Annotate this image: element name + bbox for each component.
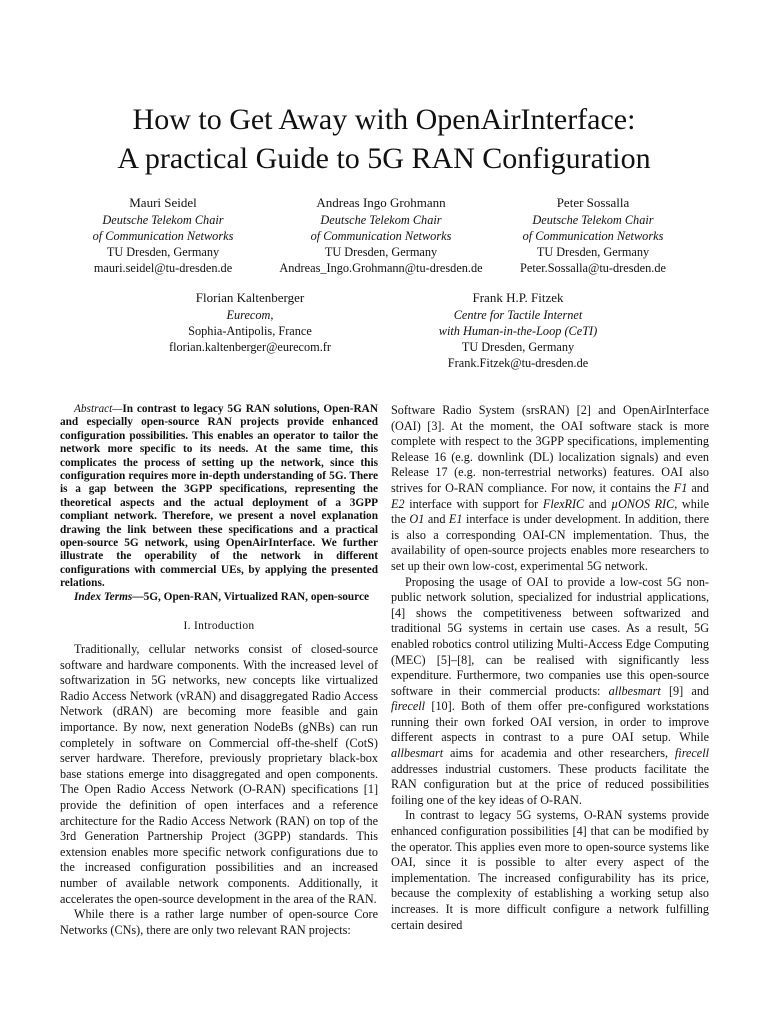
- index-terms: [60, 591, 378, 604]
- author-location: TU Dresden, Germany: [106, 245, 220, 259]
- author-block-grohmann: [272, 194, 490, 276]
- term-muonos-ric: µONOS RIC: [611, 496, 675, 511]
- left-column: [60, 403, 378, 938]
- intro-paragraph-2: While there is a rather large number of open-source Core Networks (CNs), there are only two relevant RAN projects:: [60, 907, 378, 937]
- abstract: [60, 403, 378, 591]
- author-location: TU Dresden, Germany: [324, 245, 438, 259]
- author-email: Peter.Sossalla@tu-dresden.de: [520, 261, 666, 275]
- term-e1: E1: [448, 512, 463, 527]
- author-affiliation: with Human-in-the-Loop (CeTI): [438, 324, 598, 338]
- author-affiliation: Deutsche Telekom Chair: [532, 213, 654, 227]
- index-terms-text: —5G, Open-RAN, Virtualized RAN, open-source: [132, 590, 369, 603]
- author-block-fitzek: [424, 289, 612, 371]
- author-block-seidel: [80, 194, 246, 276]
- right-paragraph-2: Proposing the usage of OAI to provide a low-cost 5G non-public network solution, specialized for industrial applications, [4] shows the competitiveness between softwarized and traditional 5G systems in certain use cases. As a result, 5G enabled robotics control utilizing Multi-Access Edge Computing (MEC) [5]–[8], can be realised with significantly less expenditure. Furthermore, two companies use this open-source software in their commercial products: allbesmart [9] and firecell [10]. Both of them offer pre-configured workstations running their own forked OAI version, in order to improve different aspects in contrast to a pure OAI setup. While allbesmart aims for academia and other researchers, firecell addresses industrial customers. These products facilitate the RAN configuration but at the price of reduced possibilities foiling one of the key ideas of O-RAN.: [391, 574, 710, 807]
- author-block-sossalla: [512, 194, 674, 276]
- title-line-1: How to Get Away with OpenAirInterface:: [132, 103, 636, 136]
- term-allbesmart: allbesmart: [608, 683, 661, 698]
- author-location: TU Dresden, Germany: [536, 245, 650, 259]
- author-affiliation: Deutsche Telekom Chair: [320, 213, 442, 227]
- author-name: Andreas Ingo Grohmann: [316, 195, 446, 210]
- author-name: Peter Sossalla: [556, 195, 630, 210]
- author-location: TU Dresden, Germany: [461, 340, 575, 354]
- intro-paragraph-1: Traditionally, cellular networks consist of closed-source software and hardware components. With the increased level of softwarization in 5G networks, new concepts like virtualized Radio Access Network (vRAN) and disaggregated Radio Access Network (dRAN) are becoming more feasible and gain importance. By now, next generation NodeBs (gNBs) can run completely in software on Commercial off-the-shelf (CotS) server hardware. Therefore, previously proprietary black-box base stations emerge into disaggregated and open components. The Open Radio Access Network (O-RAN) specifications [1] provide the definition of open interfaces and a reference architecture for the Radio Access Network (RAN) on top of the 3rd Generation Partnership Project (3GPP) standards. This extension enables more specific network configurations due to the increased configuration possibilities and an increased number of available network components. Additionally, it accelerates the open-source development in the area of the RAN.: [60, 642, 378, 906]
- author-affiliation: Centre for Tactile Internet: [453, 308, 583, 322]
- author-affiliation: of Communication Networks: [522, 229, 664, 243]
- author-email: mauri.seidel@tu-dresden.de: [93, 261, 233, 275]
- author-location: Sophia-Antipolis, France: [188, 324, 312, 338]
- author-email: Andreas_Ingo.Grohmann@tu-dresden.de: [279, 261, 483, 275]
- author-affiliation: Eurecom,: [226, 308, 274, 322]
- right-paragraph-3: In contrast to legacy 5G systems, O-RAN systems provide enhanced configuration possibilities [4] that can be modified by the operator. This applies even more to open-source systems like OAI, since it is possible to alter every aspect of the implementation. The increased configurability has its price, because the complexity of establishing a working setup also increases. It is more difficult configure a network fulfilling certain desired: [391, 808, 709, 932]
- paper-title: [0, 100, 768, 178]
- section-heading-introduction: I. Introduction: [183, 620, 255, 633]
- term-firecell: firecell: [674, 746, 709, 761]
- author-name: Frank H.P. Fitzek: [472, 290, 564, 305]
- author-affiliation: of Communication Networks: [310, 229, 452, 243]
- term-flexric: FlexRIC: [542, 496, 585, 511]
- right-paragraph-1: Software Radio System (srsRAN) [2] and OpenAirInterface (OAI) [3]. At the moment, the OAI software stack is more complete with respect to the 3GPP specifications, implementing Release 16 (e.g. downlink (DL) localization signals) and even Release 17 (e.g. non-terrestrial networks) features. OAI also strives for O-RAN compliance. For now, it contains the F1 and E2 interface with support for FlexRIC and µONOS RIC, while the O1 and E1 interface is under development. In addition, there is also a corresponding OAI-CN implementation. Thus, the availability of open-source projects enables more researchers to set up their own low-cost, experimental 5G network.: [391, 403, 709, 573]
- author-affiliation: Deutsche Telekom Chair: [102, 213, 224, 227]
- abstract-text: In contrast to legacy 5G RAN solutions, Open-RAN and especially open-source RAN projects provide enhanced configuration possibilities. This enables an operator to tailor the network more specific to its needs. At the same time, this complicates the process of setting up the network, since this configuration requires more in-depth understanding of 5G. There is a gap between the 3GPP specifications, representing the theoretical aspects and the actual deployment of a 3GPP compliant network. Therefore, we present a novel explanation drawing the link between these specifications and a practical open-source 5G network, using OpenAirInterface. We further illustrate the operability of the network in different configurations with commercial UEs, by applying the presented relations.: [60, 403, 378, 590]
- term-allbesmart: allbesmart: [391, 746, 444, 761]
- term-o1: O1: [409, 512, 425, 527]
- term-e2: E2: [391, 496, 405, 511]
- author-name: Mauri Seidel: [129, 195, 197, 210]
- index-terms-label: Index Terms: [74, 590, 133, 603]
- term-f1: F1: [673, 480, 688, 495]
- author-email: florian.kaltenberger@eurecom.fr: [169, 340, 331, 354]
- author-email: Frank.Fitzek@tu-dresden.de: [447, 356, 589, 370]
- title-line-2: A practical Guide to 5G RAN Configuration: [117, 142, 651, 175]
- term-firecell: firecell: [391, 699, 426, 714]
- right-column: [391, 403, 709, 933]
- author-name: Florian Kaltenberger: [195, 290, 305, 305]
- author-block-kaltenberger: [158, 289, 342, 355]
- abstract-label: Abstract—: [74, 403, 123, 415]
- author-affiliation: of Communication Networks: [92, 229, 234, 243]
